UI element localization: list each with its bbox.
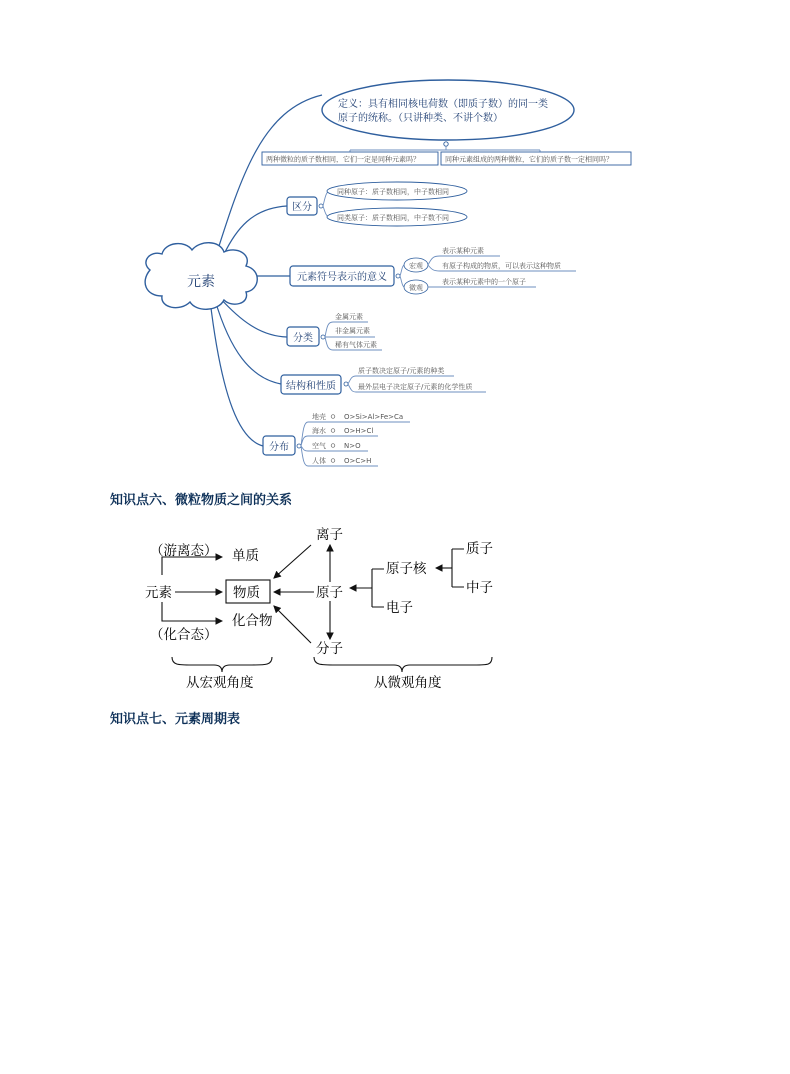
distribution-where-1: 地壳: [312, 413, 326, 421]
distinguish-item2: 同类原子：质子数相同，中子数不同: [337, 214, 449, 222]
definition-line2: 原子的统称。（只讲种类、不讲个数）: [338, 113, 503, 124]
symbol-meaning-node: [290, 246, 576, 294]
neutron-label: 中子: [466, 580, 493, 596]
classification-label: 分类: [293, 333, 313, 344]
distinguish-item1: 同种原子：质子数相同，中子数相同: [337, 188, 449, 196]
section7-heading: 知识点七、元素周期表: [110, 712, 241, 727]
symbol-item3: 表示某种元素中的一个原子: [442, 278, 526, 286]
structure-item1: 质子数决定原子/元素的种类: [358, 367, 445, 375]
combined-state-label: （化合态）: [150, 627, 218, 643]
micro-view-label: 从微观角度: [374, 675, 442, 691]
element-label: 元素: [145, 585, 172, 601]
symbol-item1: 表示某种元素: [442, 247, 484, 255]
substance-label: 物质: [233, 585, 260, 601]
element-mindmap: [0, 0, 790, 480]
distribution-where-2: 海水: [312, 427, 326, 435]
electron-label: 电子: [386, 600, 413, 616]
simple-substance-label: 单质: [232, 548, 259, 564]
distribution-label: 分布: [269, 442, 289, 453]
question-right: 同种元素组成的两种微粒，它们的质子数一定相同吗？: [445, 155, 613, 164]
symbol-meaning-label: 元素符号表示的意义: [297, 272, 387, 283]
distribution-where-4: 人体: [312, 457, 326, 465]
root-cloud: [145, 243, 257, 310]
ion-label: 离子: [316, 527, 343, 543]
classification-node: [287, 312, 382, 350]
distribution-where-3: 空气: [312, 442, 326, 450]
root-label: 元素: [187, 274, 215, 290]
classification-item-3: 稀有气体元素: [335, 341, 377, 349]
distribution-order-4: O>C>H: [344, 457, 372, 465]
distribution-node: [263, 412, 410, 466]
free-state-label: （游离态）: [150, 543, 218, 559]
structure-label: 结构和性质: [286, 381, 336, 392]
micro-label: 微观: [409, 284, 423, 292]
definition-line1: 定义：具有相同核电荷数（即质子数）的同一类: [338, 99, 548, 110]
symbol-item2: 有原子构成的物质，可以表示这种物质: [442, 262, 561, 270]
macro-view-label: 从宏观角度: [186, 675, 254, 691]
classification-item-2: 非金属元素: [335, 327, 370, 335]
proton-label: 质子: [466, 541, 493, 557]
compound-label: 化合物: [232, 613, 273, 629]
molecule-label: 分子: [316, 641, 343, 657]
definition-node: [322, 80, 574, 146]
question-left: 两种微粒的质子数相同，它们一定是同种元素吗？: [266, 155, 420, 164]
structure-item2: 最外层电子决定原子/元素的化学性质: [358, 383, 473, 391]
macro-label: 宏观: [409, 262, 423, 270]
structure-node: [281, 366, 486, 394]
distribution-order-1: O>Si>Al>Fe>Ca: [344, 413, 404, 421]
nucleus-label: 原子核: [386, 561, 427, 577]
distinguish-label: 区分: [292, 202, 312, 213]
distinguish-node: [287, 182, 467, 226]
section6-heading: 知识点六、微粒物质之间的关系: [110, 493, 293, 508]
classification-item-1: 金属元素: [335, 313, 363, 321]
particle-substance-diagram: [0, 515, 790, 695]
distribution-order-2: O>H>Cl: [344, 427, 374, 435]
atom-label: 原子: [316, 585, 343, 601]
distribution-order-3: N>O: [344, 442, 361, 450]
